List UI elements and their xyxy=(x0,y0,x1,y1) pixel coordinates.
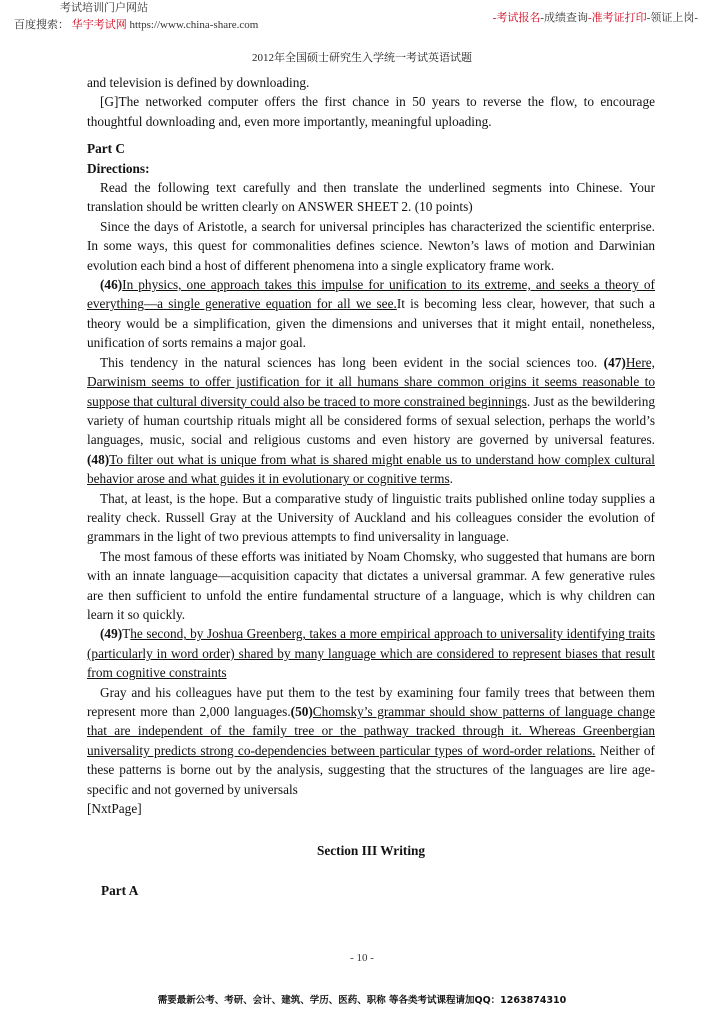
next-page-marker: [NxtPage] xyxy=(87,801,142,817)
q49-number: (49) xyxy=(100,626,123,642)
paragraph-3-start: This tendency in the natural sciences has long been evident in the social sciences too. xyxy=(100,354,604,370)
admit-card-link[interactable]: -准考证打印 xyxy=(588,12,647,24)
section-title: Section III Writing xyxy=(316,843,426,859)
paragraph-3 xyxy=(87,353,655,489)
q50-underlined: Chomsky’s grammar should show patterns of language change that are independent of the family tree or the pathway tracked through it. Whereas Greenbergian universality predicts strong co-dependencies between particular types of word-order relations. xyxy=(87,704,655,758)
paragraph-3-mid: . Just as the bewildering variety of human courtship rituals might all be considered forms of sexual selection, perhaps the world’s languages, music, social and religious customs and even history are governed by universal features. xyxy=(87,393,655,448)
footer-notice: 需要最新公考、考研、会计、建筑、学历、医药、职称 等各类考试课程请加QQ：1263874310 xyxy=(157,995,567,1006)
site-url[interactable]: https://www.china-share.com xyxy=(129,19,259,31)
paragraph-3-end: . xyxy=(449,471,453,487)
paragraph-continued: and television is defined by downloading. xyxy=(87,75,310,90)
search-label: 百度搜索： xyxy=(14,19,69,31)
document-body xyxy=(87,73,655,900)
paragraph-5: The most famous of these efforts was initiated by Noam Chomsky, who suggested that humans are born with an innate language—acquisition capacity that dictates a universal grammar. A few generative rules are then sufficient to unfold the entire fundamental structure of a language, which is why children can learn it so quickly. xyxy=(87,548,655,622)
part-a-heading: Part A xyxy=(101,882,139,898)
search-keyword[interactable]: 华宇考试网 xyxy=(71,19,127,31)
register-link[interactable]: -考试报名 xyxy=(492,12,541,24)
certificate-link[interactable]: -领证上岗- xyxy=(646,12,698,24)
paragraph-4: That, at least, is the hope. But a comparative study of linguistic traits published online today supplies a reality check. Russell Gray at the University of Auckland and his colleagues consider the evolution of grammars in the light of two previous attempts to find universality in language. xyxy=(87,490,655,545)
paragraph-6 xyxy=(87,624,655,682)
q49-first-letter: T xyxy=(122,626,131,642)
header-links xyxy=(493,9,698,25)
paragraph-7 xyxy=(87,683,655,799)
q48-number: (48) xyxy=(87,451,110,467)
paragraph-2 xyxy=(87,275,655,353)
paragraph-1: Since the days of Aristotle, a search for universal principles has characterized the scientific enterprise. In some ways, this quest for commonalities defines science. Newton’s laws of motion and Darwinian evolution each bind a host of different phenomena into a single explicatory frame work. xyxy=(87,218,655,273)
header-left xyxy=(14,0,258,34)
paragraph-g: [G]The networked computer offers the first chance in 50 years to reverse the flow, to encourage thoughtful downloading and, even more importantly, meaningful uploading. xyxy=(87,94,655,129)
q46-underlined: In physics, one approach takes this impulse for unification to its extreme, and seeks a theory of everything—a single generative equation for all we see. xyxy=(87,277,655,312)
q49-underlined: he second, by Joshua Greenberg, takes a more empirical approach to universality identifying traits (particularly in word order) shared by many language which are considered to represent biases that result from cognitive constraints xyxy=(87,626,655,681)
q46-number: (46) xyxy=(100,277,123,293)
part-c-heading: Part C xyxy=(87,141,126,157)
q48-underlined: To filter out what is unique from what is shared might enable us to understand how complex cultural behavior arose and what guides it in evolutionary or cognitive terms xyxy=(87,451,655,487)
paragraph-7-start: Gray and his colleagues have put them to the test by examining four family trees that between them represent more than 2,000 languages. xyxy=(87,684,655,719)
paragraph-2-rest: It is becoming less clear, however, that such a theory would be a simplification, given the dimensions and universes that it might entail, nonetheless, unification of sorts remains a major goal. xyxy=(87,296,655,351)
directions-label: Directions: xyxy=(87,160,150,176)
q50-number: (50) xyxy=(290,704,313,719)
q47-number: (47) xyxy=(603,354,626,370)
directions-text: Read the following text carefully and then translate the underlined segments into Chinese. Your translation should be written clearly on ANSWER SHEET 2. (10 points) xyxy=(87,180,655,215)
paragraph-7-end: Neither of these patterns is borne out by the analysis, suggesting that the structures of the languages are lire age-specific and not governed by universals xyxy=(87,742,655,797)
scores-link[interactable]: -成绩查询 xyxy=(540,12,588,24)
site-name: 考试培训门户网站 xyxy=(60,2,148,14)
exam-title: 2012年全国硕士研究生入学统一考试英语试题 xyxy=(252,52,472,64)
q47-underlined: Here, Darwinism seems to offer justification for it all humans share common origins it seems reasonable to suppose that cultural diversity could also be traced to more constrained beginnings xyxy=(87,354,655,409)
page-number: - 10 - xyxy=(350,952,374,964)
